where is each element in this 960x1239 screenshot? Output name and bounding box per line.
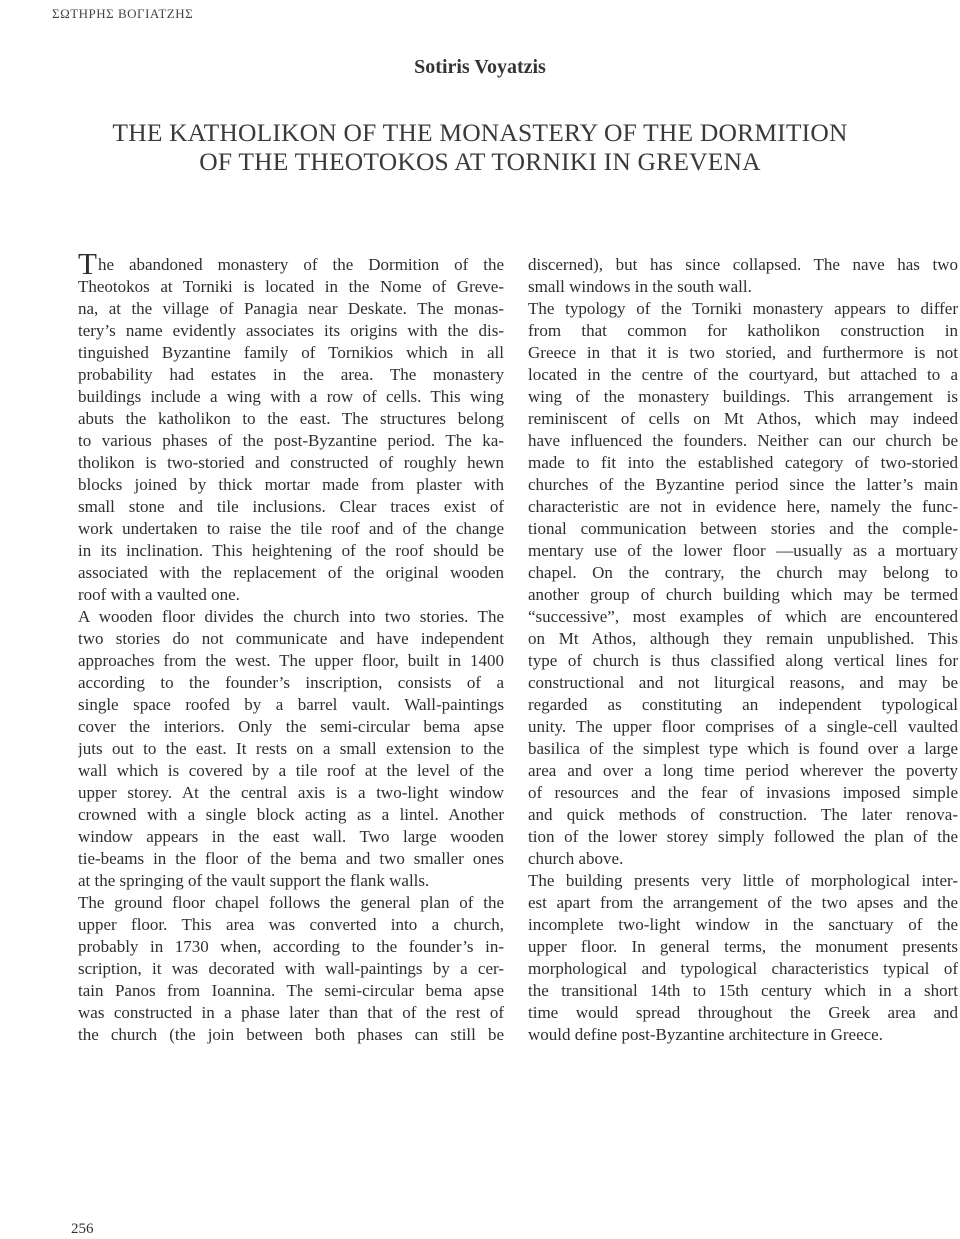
text-line (78, 254, 504, 276)
text-line-content: on Mt Athos, although they remain unpublished. This (528, 629, 958, 648)
text-line-content: he abandoned monastery of the Dormition of the (97, 255, 504, 274)
text-line (78, 298, 504, 320)
text-line (78, 848, 504, 870)
text-line-content: to various phases of the post-Byzantine period. The ka- (78, 431, 504, 450)
text-line-content: upper floor. In general terms, the monument presents (528, 937, 958, 956)
text-line (78, 364, 504, 386)
text-line (528, 342, 958, 364)
text-line (528, 540, 958, 562)
text-line (528, 430, 958, 452)
text-line-content: single space roofed by a barrel vault. Wall-paintings (78, 695, 504, 714)
text-line-content: The building presents very little of morphological inter- (528, 871, 958, 890)
text-line-content: associated with the replacement of the original wooden (78, 563, 504, 582)
text-line-content: reminiscent of cells on Mt Athos, which may indeed (528, 409, 958, 428)
text-line-content: time would spread throughout the Greek area and (528, 1003, 958, 1022)
text-line (78, 518, 504, 540)
text-line-content: blocks joined by thick mortar made from plaster with (78, 475, 504, 494)
author-name: Sotiris Voyatzis (414, 56, 546, 78)
title-line: THE KATHOLIKON OF THE MONASTERY OF THE DORMITION (112, 118, 848, 147)
text-line-content: tery’s name evidently associates its origins with the dis- (78, 321, 504, 340)
text-line (528, 320, 958, 342)
text-line-content: est apart from the arrangement of the two apses and the (528, 893, 958, 912)
text-line-content: churches of the Byzantine period since the latter’s main (528, 475, 958, 494)
text-line (528, 606, 958, 628)
text-line-content: incomplete two-light window in the sanctuary of the (528, 915, 958, 934)
text-line (78, 628, 504, 650)
text-line (528, 980, 958, 1002)
text-line (78, 782, 504, 804)
text-line-content: two stories do not communicate and have independent (78, 629, 504, 648)
text-line (528, 826, 958, 848)
text-line-content: small windows in the south wall. (528, 277, 752, 296)
text-line-content: cover the interiors. Only the semi-circular bema apse (78, 717, 504, 736)
text-line-content: tholikon is two-storied and constructed of roughly hewn (78, 453, 504, 472)
text-line-content: made to fit into the established category of two-storied (528, 453, 958, 472)
text-line-content: tie-beams in the floor of the bema and two smaller ones (78, 849, 504, 868)
drop-cap: T (78, 254, 97, 276)
text-line-content: The ground floor chapel follows the general plan of the (78, 893, 504, 912)
text-line (528, 276, 958, 298)
text-line (78, 1002, 504, 1024)
text-line (528, 254, 958, 276)
text-line-content: upper floor. This area was converted into a church, (78, 915, 504, 934)
text-line (528, 650, 958, 672)
text-line (78, 474, 504, 496)
text-line-content: the transitional 14th to 15th century which in a short (528, 981, 958, 1000)
text-line (78, 716, 504, 738)
text-line-content: work undertaken to raise the tile roof and of the change (78, 519, 504, 538)
text-line-content: tion of the lower storey simply followed the plan of the (528, 827, 958, 846)
text-line (528, 694, 958, 716)
text-line-content: chapel. On the contrary, the church may belong to (528, 563, 958, 582)
text-line (528, 672, 958, 694)
text-line-content: the church (the join between both phases can still be (78, 1025, 504, 1044)
text-line (528, 584, 958, 606)
text-line-content: discerned), but has since collapsed. The nave has two (528, 255, 958, 274)
text-line (78, 540, 504, 562)
text-line (528, 474, 958, 496)
running-head: ΣΩΤΗΡΗΣ ΒΟΓΙΑΤΖΗΣ (52, 6, 194, 21)
text-line-content: approaches from the west. The upper floor, built in 1400 (78, 651, 504, 670)
article-title (0, 118, 960, 176)
text-line-content: Theotokos at Torniki is located in the Nome of Greve- (78, 277, 504, 296)
text-line-content: roof with a vaulted one. (78, 585, 240, 604)
text-line (78, 1024, 504, 1046)
text-line-content: juts out to the east. It rests on a small extension to the (78, 739, 504, 758)
text-line-content: was constructed in a phase later than that of the rest of (78, 1003, 504, 1022)
text-line-content: A wooden floor divides the church into two stories. The (78, 607, 504, 626)
text-line-content: from that common for katholikon construction in (528, 321, 958, 340)
text-line-content: tinguished Byzantine family of Tornikios which in all (78, 343, 504, 362)
text-line (78, 408, 504, 430)
text-line (78, 914, 504, 936)
text-line-content: of resources and the fear of invasions imposed simple (528, 783, 958, 802)
page-number: 256 (71, 1221, 94, 1237)
text-line-content: The typology of the Torniki monastery appears to differ (528, 299, 958, 318)
title-line: OF THE THEOTOKOS AT TORNIKI IN GREVENA (199, 147, 761, 176)
text-line (78, 496, 504, 518)
text-line (78, 980, 504, 1002)
text-line (528, 364, 958, 386)
text-line (78, 562, 504, 584)
text-line (528, 892, 958, 914)
text-line (528, 518, 958, 540)
text-line (78, 738, 504, 760)
text-line (528, 760, 958, 782)
text-line (78, 958, 504, 980)
text-line (78, 760, 504, 782)
text-line (528, 782, 958, 804)
text-line-content: type of church is thus classified along vertical lines for (528, 651, 958, 670)
text-line-content: mentary use of the lower floor —usually as a mortuary (528, 541, 958, 560)
text-line (78, 694, 504, 716)
text-line-content: crowned with a single block acting as a lintel. Another (78, 805, 504, 824)
text-line-content: tain Panos from Ioannina. The semi-circular bema apse (78, 981, 504, 1000)
text-line (78, 584, 504, 606)
text-line-content: upper storey. At the central axis is a two-light window (78, 783, 504, 802)
text-line-content: wall which is covered by a tile roof at the level of the (78, 761, 504, 780)
text-line-content: according to the founder’s inscription, consists of a (78, 673, 504, 692)
text-line (528, 496, 958, 518)
text-line-content: “successive”, most examples of which are encountered (528, 607, 958, 626)
text-line (78, 826, 504, 848)
text-line-content: would define post-Byzantine architecture in Greece. (528, 1025, 883, 1044)
text-line (528, 408, 958, 430)
text-line-content: probability had estates in the area. The monastery (78, 365, 504, 384)
text-line (528, 452, 958, 474)
text-line (528, 936, 958, 958)
text-line (528, 298, 958, 320)
text-line (528, 870, 958, 892)
text-line (528, 562, 958, 584)
right-column (528, 254, 958, 1046)
text-line-content: small stone and tile inclusions. Clear traces exist of (78, 497, 504, 516)
text-line (528, 914, 958, 936)
left-column (78, 254, 504, 1046)
text-line-content: located in the centre of the courtyard, but attached to a (528, 365, 958, 384)
text-line (78, 606, 504, 628)
text-line-content: morphological and typological characteristics typical of (528, 959, 958, 978)
text-line (528, 804, 958, 826)
text-line-content: basilica of the simplest type which is found over a large (528, 739, 958, 758)
text-line-content: buildings include a wing with a row of cells. This wing (78, 387, 504, 406)
text-line-content: na, at the village of Panagia near Deskate. The monas- (78, 299, 504, 318)
text-line (78, 672, 504, 694)
text-line (78, 892, 504, 914)
text-line-content: unity. The upper floor comprises of a single-cell vaulted (528, 717, 958, 736)
text-line-content: abuts the katholikon to the east. The structures belong (78, 409, 504, 428)
text-line (528, 716, 958, 738)
text-line-content: characteristic are not in evidence here, namely the func- (528, 497, 958, 516)
text-line (528, 386, 958, 408)
text-line-content: wing of the monastery buildings. This arrangement is (528, 387, 958, 406)
text-line (528, 1002, 958, 1024)
text-line-content: scription, it was decorated with wall-paintings by a cer- (78, 959, 504, 978)
text-line-content: tional communication between stories and the comple- (528, 519, 958, 538)
text-line-content: area and over a long time period wherever the poverty (528, 761, 958, 780)
text-line-content: church above. (528, 849, 624, 868)
text-line-content: regarded as constituting an independent typological (528, 695, 958, 714)
text-line-content: and quick methods of construction. The later renova- (528, 805, 958, 824)
text-line (528, 628, 958, 650)
text-line-content: in its inclination. This heightening of the roof should be (78, 541, 504, 560)
text-line (78, 936, 504, 958)
text-line (78, 386, 504, 408)
text-line (78, 320, 504, 342)
text-line (528, 958, 958, 980)
text-line (78, 276, 504, 298)
text-line (528, 738, 958, 760)
text-line-content: another group of church building which may be termed (528, 585, 958, 604)
text-line-content: Greece in that it is two storied, and furthermore is not (528, 343, 958, 362)
text-line (78, 342, 504, 364)
text-line (78, 804, 504, 826)
text-line-content: constructional and not liturgical reasons, and may be (528, 673, 958, 692)
text-line (78, 430, 504, 452)
text-line-content: window appears in the east wall. Two large wooden (78, 827, 504, 846)
text-line (528, 848, 958, 870)
text-line (78, 650, 504, 672)
text-line (528, 1024, 958, 1046)
text-line-content: at the springing of the vault support the flank walls. (78, 871, 430, 890)
text-line-content: have influenced the founders. Neither can our church be (528, 431, 958, 450)
text-line-content: probably in 1730 when, according to the founder’s in- (78, 937, 504, 956)
text-line (78, 870, 504, 892)
text-line (78, 452, 504, 474)
